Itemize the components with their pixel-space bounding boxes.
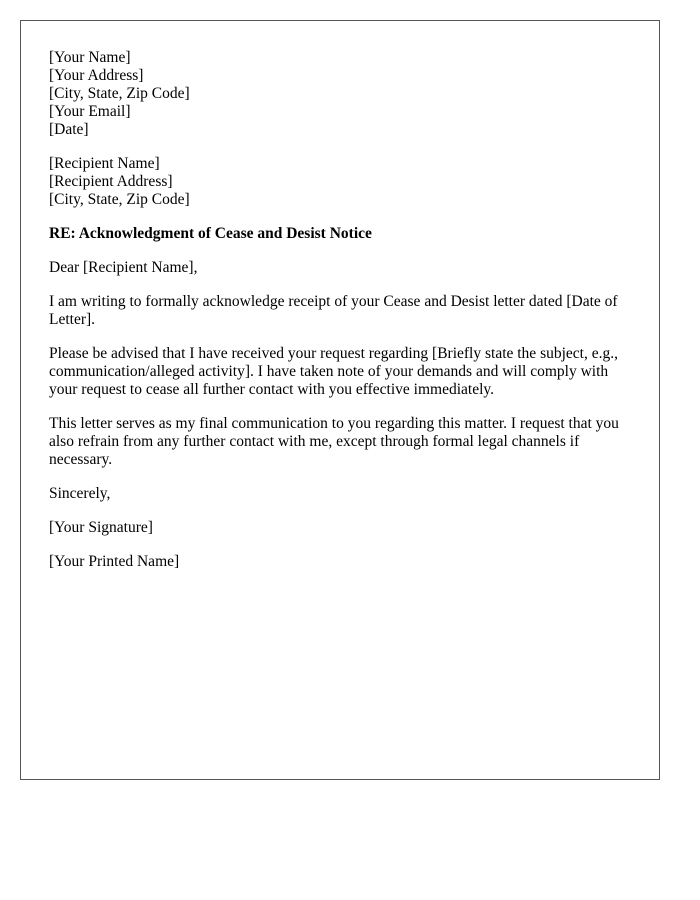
body-paragraph-1: I am writing to formally acknowledge receipt of your Cease and Desist letter dated [Date of Letter]. [49, 293, 618, 328]
recipient-name: [Recipient Name] [49, 155, 160, 172]
recipient-block [49, 155, 633, 209]
signature: [Your Signature] [49, 519, 153, 536]
recipient-address: [Recipient Address] [49, 173, 173, 190]
sender-block [49, 49, 633, 139]
letter-content [49, 49, 633, 587]
sender-email: [Your Email] [49, 103, 131, 120]
sender-name: [Your Name] [49, 49, 131, 66]
sender-date: [Date] [49, 121, 89, 138]
printed-name: [Your Printed Name] [49, 553, 180, 570]
body-paragraph-2: Please be advised that I have received your request regarding [Briefly state the subject, e.g., communication/alleged activity]. I have taken note of your demands and will comply with your request to cease all further contact with you effective immediately. [49, 345, 618, 398]
recipient-city: [City, State, Zip Code] [49, 191, 190, 208]
body-paragraph-3: This letter serves as my final communication to you regarding this matter. I request that you also refrain from any further contact with me, except through formal legal channels if necessary. [49, 415, 619, 468]
closing: Sincerely, [49, 485, 111, 502]
letter-page [20, 20, 660, 780]
sender-city: [City, State, Zip Code] [49, 85, 190, 102]
salutation: Dear [Recipient Name], [49, 259, 198, 276]
subject-line: RE: Acknowledgment of Cease and Desist Notice [49, 225, 372, 242]
sender-address: [Your Address] [49, 67, 144, 84]
